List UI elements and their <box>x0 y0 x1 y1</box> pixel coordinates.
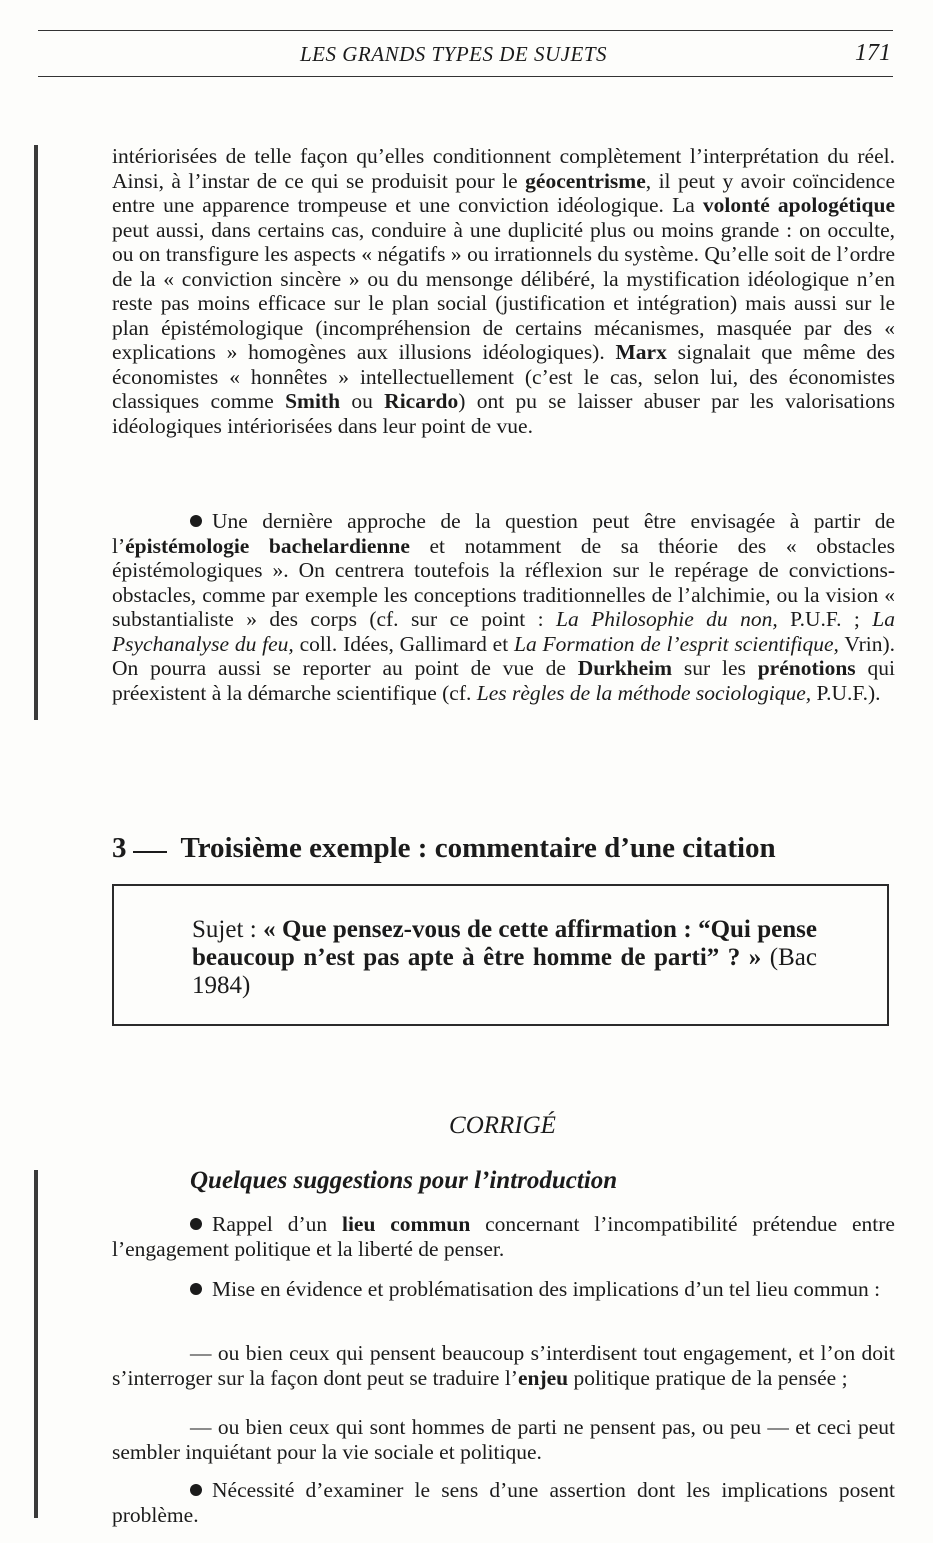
book-title: Les règles de la méthode sociologique, <box>476 680 812 705</box>
text-run: ou <box>340 389 385 413</box>
margin-bar-upper <box>34 145 38 720</box>
term-lieu-commun: lieu commun <box>341 1212 471 1236</box>
name-ricardo: Ricardo <box>384 389 459 413</box>
paragraph-ideology <box>112 144 895 438</box>
subject-source: (Bac 1984) <box>192 944 817 999</box>
margin-bar-lower <box>34 1170 38 1518</box>
corrige-point-1 <box>112 1212 895 1261</box>
introduction-subheading: Quelques suggestions pour l’introduction <box>190 1167 618 1194</box>
text-run: Mise en évidence et problématisation des implications d’un tel lieu commun : <box>212 1277 881 1301</box>
text-run: concernant l’incompatibilité prétendue entre l’engagement politique et la liberté de penser. <box>112 1212 895 1261</box>
text-run: signalait que même des économistes « honnêtes » intellectuellement (c’est le cas, selon lui, des économistes classiques comme <box>112 340 895 413</box>
running-title: LES GRANDS TYPES DE SUJETS <box>300 42 607 66</box>
name-smith: Smith <box>285 389 341 413</box>
section-title: Troisième exemple : commentaire d’une citation <box>180 832 776 864</box>
text-run: sur les <box>672 656 758 680</box>
text-run: ) ont pu se laisser abuser par les valorisations idéologiques intériorisées dans leur point de vue. <box>112 389 895 438</box>
bullet-icon <box>190 1283 202 1295</box>
text-run: , il peut y avoir coïncidence entre une apparence trompeuse et une conviction idéologique. La <box>112 168 895 217</box>
header-top-rule <box>38 30 893 31</box>
paragraph-bachelard <box>112 509 895 705</box>
name-durkheim: Durkheim <box>577 656 673 680</box>
text-run: — ou bien ceux qui pensent beaucoup s’interdisent tout engagement, et l’on doit s’interroger sur la façon dont peut se traduire l’ <box>112 1341 895 1390</box>
text-run: politique pratique de la pensée ; <box>568 1365 848 1390</box>
corrige-heading: CORRIGÉ <box>449 1112 556 1139</box>
subject-quote: « Que pensez-vous de cette affirmation : “Qui pense beaucoup n’est pas apte à être homme de parti” ? » <box>192 916 817 971</box>
book-title: La Psychanalyse du feu, <box>112 607 896 656</box>
text-run: coll. Idées, Gallimard et <box>293 631 514 656</box>
text-run: qui préexistent à la démarche scientifique (cf. <box>112 656 895 705</box>
section-number: 3 <box>112 832 127 864</box>
term-prenotions: prénotions <box>757 656 856 680</box>
bullet-icon <box>190 1218 202 1230</box>
text-run: Rappel d’un <box>212 1212 342 1236</box>
book-title: La Formation de l’esprit scientifique, <box>514 631 839 656</box>
book-title: La Philosophie du non, <box>556 607 778 631</box>
corrige-point-2 <box>112 1277 895 1302</box>
subject-box <box>112 884 889 1026</box>
bullet-icon <box>190 515 202 527</box>
page-number: 171 <box>855 40 891 66</box>
corrige-subpoint-1 <box>112 1341 895 1390</box>
term-epistemologie-bachelardienne: épistémologie bachelardienne <box>125 533 410 558</box>
term-enjeu: enjeu <box>517 1365 569 1390</box>
text-run: Nécessité d’examiner le sens d’une assertion dont les implications posent problème. <box>112 1478 895 1527</box>
bullet-icon <box>190 1484 202 1496</box>
subject-text <box>192 916 817 1000</box>
term-geocentrisme: géocentrisme <box>525 168 646 193</box>
corrige-subpoint-2 <box>112 1415 895 1464</box>
header-bottom-rule <box>38 76 893 77</box>
text-run: P.U.F. ; <box>777 607 873 631</box>
text-run: — ou bien ceux qui sont hommes de parti ne pensent pas, ou peu — et ceci peut sembler inquiétant pour la vie sociale et politique. <box>112 1415 895 1464</box>
text-run: peut aussi, dans certains cas, conduire à une duplicité plus ou moins grande : on occulte, ou on transfigure les aspects « négatifs » ou irrationnels du système. Qu’elle soit de l’ordre de la « conviction sincère » ou du mensonge délibéré, la mystification idéologique n’en reste pas moins efficace sur le plan social (justification et intégration) mais aussi sur le plan épistémologique (incompréhension de certains mécanismes, masquée par des « explications » homogènes aux illusions idéologiques). <box>112 217 895 364</box>
text-run: et notamment de sa théorie des « obstacles épistémologiques ». On centrera toutefois la réflexion sur le repérage de convictions-obstacles, comme par exemple les conceptions traditionnelles de l’alchimie, ou la vision « substantialiste » des corps (cf. sur ce point : <box>112 533 895 631</box>
corrige-point-3 <box>112 1478 895 1527</box>
name-marx: Marx <box>615 340 667 364</box>
subject-prefix: Sujet : <box>192 916 264 943</box>
text-run: intériorisées de telle façon qu’elles conditionnent complètement l’interprétation du réel. Ainsi, à l’instar de ce qui se produisit pour le <box>112 144 895 193</box>
section-heading <box>112 832 895 865</box>
section-dash <box>133 851 167 853</box>
term-volonte-apologetique: volonté apologétique <box>702 193 895 217</box>
text-run: Vrin). On pourra aussi se reporter au point de vue de <box>112 631 895 680</box>
text-run: Une dernière approche de la question peut être envisagée à partir de l’ <box>112 509 895 558</box>
text-run: P.U.F.). <box>811 680 881 705</box>
